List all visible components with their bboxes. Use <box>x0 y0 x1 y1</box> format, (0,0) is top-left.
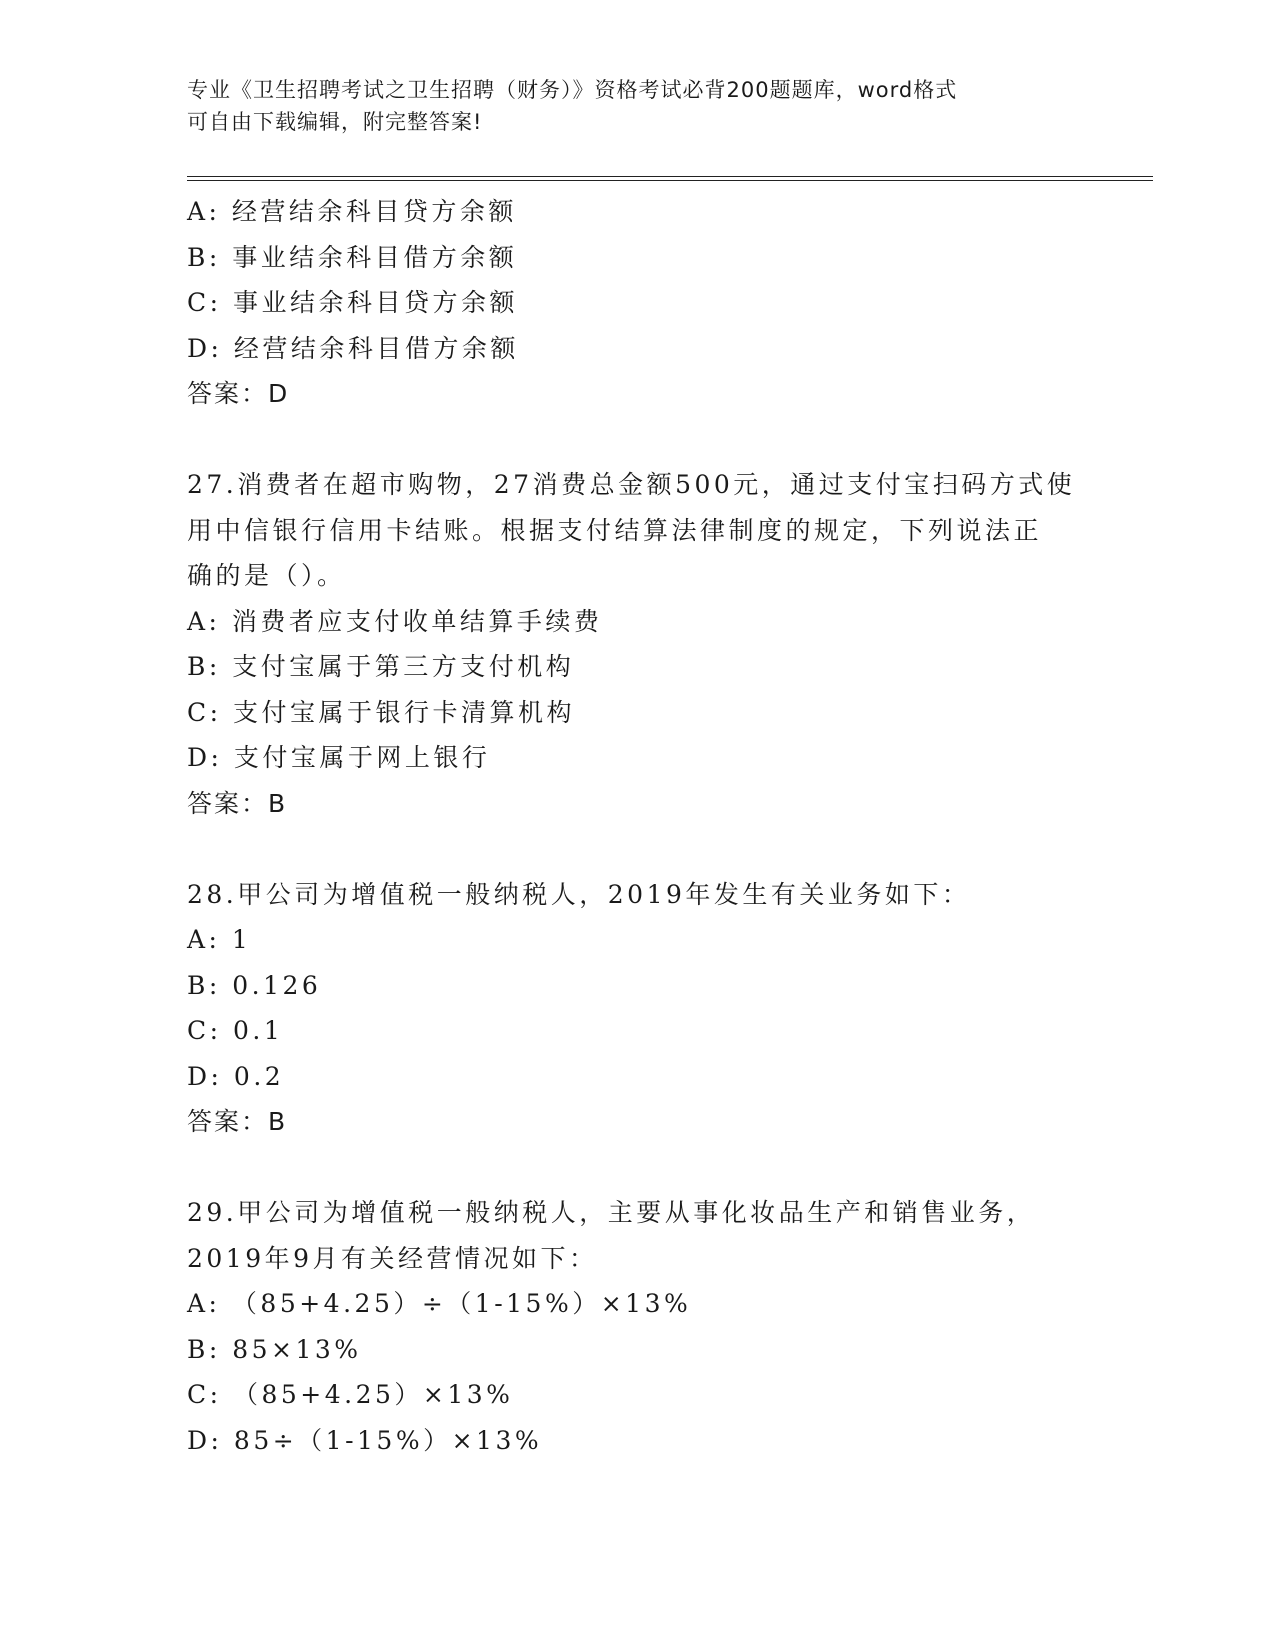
question-stem-line: 2019年9月有关经营情况如下： <box>187 1243 598 1273</box>
option-b: B: 85×13% <box>187 1334 362 1364</box>
option-d: D: 经营结余科目借方余额 <box>187 333 519 363</box>
option-d: D: 0.2 <box>187 1061 285 1091</box>
question-stem-line: 用中信银行信用卡结账。根据支付结算法律制度的规定，下列说法正 <box>187 515 1043 545</box>
question-stem-line: 确的是（）。 <box>187 561 346 590</box>
header-title-line-2: 可自由下载编辑，附完整答案! <box>187 110 483 134</box>
option-a: A: 经营结余科目贷方余额 <box>187 197 517 226</box>
spacer <box>187 1145 1087 1191</box>
option-d: D: 支付宝属于网上银行 <box>187 743 491 772</box>
question-stem-line: 27.消费者在超市购物，27消费总金额500元，通过支付宝扫码方式使 <box>187 470 1076 499</box>
answer-line: 答案：B <box>187 1107 288 1136</box>
answer-line: 答案：D <box>187 379 290 408</box>
option-d: D: 85÷（1-15%）×13% <box>187 1425 543 1455</box>
question-28 <box>187 872 1087 1145</box>
spacer <box>187 826 1087 872</box>
option-a: A: 1 <box>187 925 252 954</box>
header-divider <box>187 176 1153 181</box>
option-b: B: 支付宝属于第三方支付机构 <box>187 652 575 681</box>
spacer <box>187 417 1087 463</box>
header-title-line-1: 专业《卫生招聘考试之卫生招聘（财务）》资格考试必背200题题库，word格式 <box>187 78 958 102</box>
option-a: A: 消费者应支付收单结算手续费 <box>187 606 603 636</box>
page-header <box>187 74 1067 138</box>
question-stem-line: 28.甲公司为增值税一般纳税人，2019年发生有关业务如下： <box>187 879 971 909</box>
question-27 <box>187 462 1087 826</box>
question-stem-line: 29.甲公司为增值税一般纳税人，主要从事化妆品生产和销售业务， <box>187 1198 1036 1227</box>
question-26 <box>187 189 1087 417</box>
question-content <box>187 189 1087 1463</box>
option-c: C: 0.1 <box>187 1016 284 1045</box>
option-c: C: 事业结余科目贷方余额 <box>187 288 518 317</box>
option-c: C: （85+4.25）×13% <box>187 1380 514 1409</box>
option-b: B: 事业结余科目借方余额 <box>187 242 518 272</box>
option-b: B: 0.126 <box>187 970 322 1000</box>
option-a: A: （85+4.25）÷（1-15%）×13% <box>187 1289 692 1318</box>
question-29 <box>187 1190 1087 1463</box>
answer-line: 答案：B <box>187 788 288 818</box>
option-c: C: 支付宝属于银行卡清算机构 <box>187 697 575 727</box>
